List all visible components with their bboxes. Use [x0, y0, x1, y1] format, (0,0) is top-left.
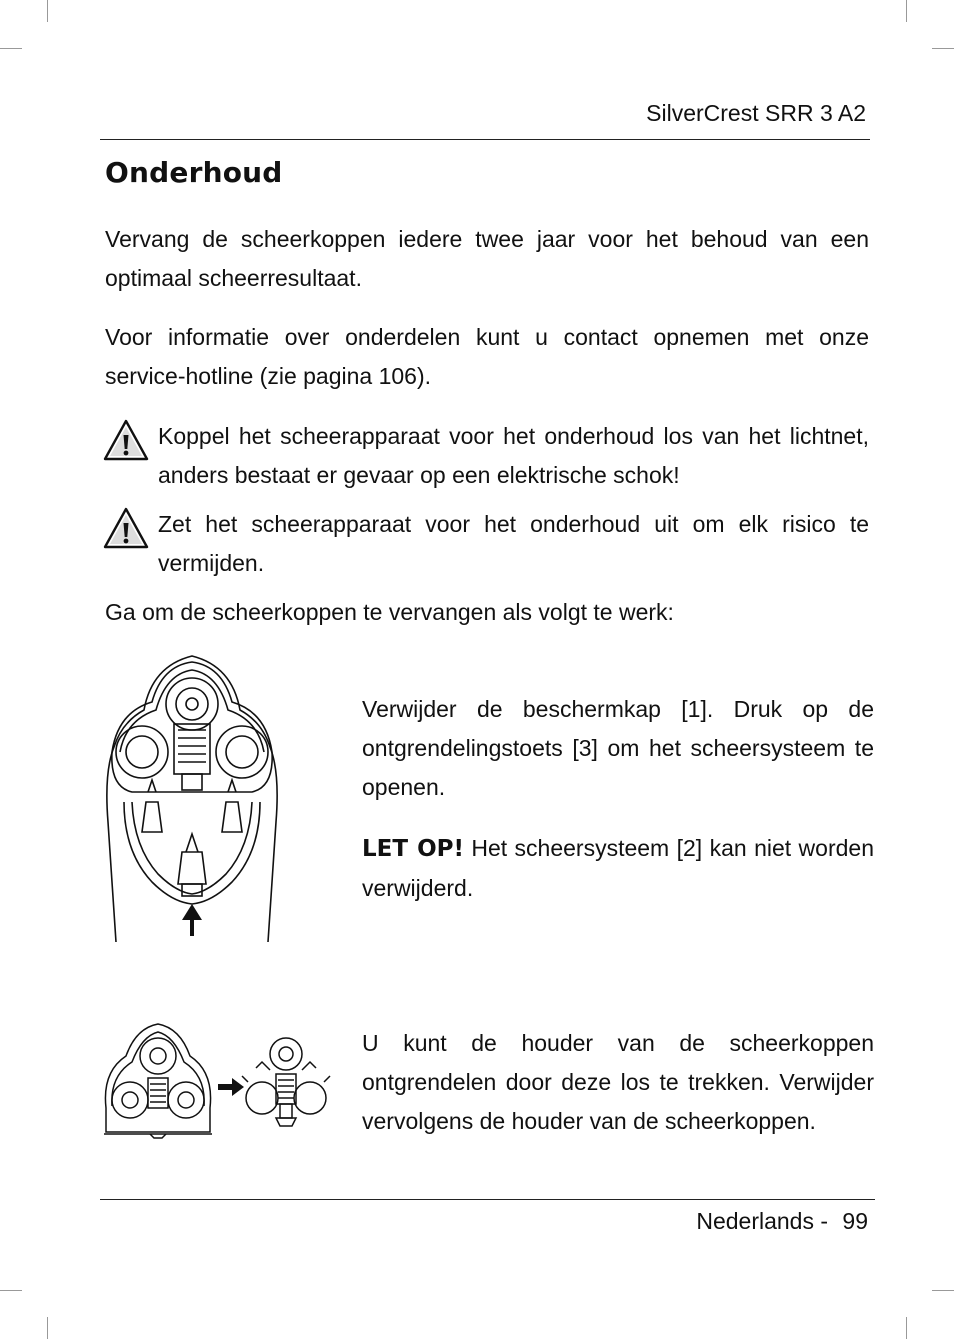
footer-language: Nederlands -: [696, 1208, 829, 1234]
step-2-text: U kunt de houder van de scheerkoppen ontgrendelen door deze los te trekken. Verwijder vervolgens de houder van de scheerkoppen.: [362, 1030, 874, 1134]
footer: [696, 1208, 868, 1235]
header-title: SilverCrest SRR 3 A2: [646, 100, 866, 126]
crop-mark: [47, 1317, 48, 1339]
warning-block: [103, 505, 869, 583]
warning-text: Koppel het scheerapparaat voor het onderhoud los van het lichtnet, anders bestaat er gevaar op een elektrische schok!: [158, 423, 869, 488]
header-rule: [100, 139, 870, 140]
step-1-text: Verwijder de beschermkap [1]. Druk op de ontgrendelingstoets [3] om het scheersysteem te openen.: [362, 696, 874, 800]
crop-mark: [932, 1290, 954, 1291]
crop-mark: [47, 0, 48, 22]
head-holder-illustration: [102, 1022, 332, 1140]
footer-rule: [100, 1199, 875, 1200]
paragraph-service: Voor informatie over onderdelen kunt u contact opnemen met onze service-hotline (zie pagina 106).: [105, 324, 869, 389]
crop-mark: [906, 1317, 907, 1339]
warning-triangle-icon: [103, 507, 149, 549]
crop-mark: [906, 0, 907, 22]
step-1-note: [362, 829, 874, 908]
note-text: Het scheersysteem [2] kan niet worden verwijderd.: [362, 835, 874, 901]
note-label: LET OP!: [362, 836, 464, 862]
page-number: 99: [842, 1208, 868, 1234]
warning-block: [103, 417, 869, 495]
warning-text: Zet het scheerapparaat voor het onderhoud uit om elk risico te vermijden.: [158, 511, 869, 576]
section-title: Onderhoud: [105, 156, 283, 189]
shaver-open-illustration: [102, 652, 282, 942]
crop-mark: [0, 1290, 22, 1291]
paragraph-replace: Vervang de scheerkoppen iedere twee jaar voor het behoud van een optimaal scheerresultaat.: [105, 226, 869, 291]
crop-mark: [932, 48, 954, 49]
paragraph-intro: Ga om de scheerkoppen te vervangen als volgt te werk:: [105, 599, 674, 625]
crop-mark: [0, 48, 22, 49]
warning-triangle-icon: [103, 419, 149, 461]
